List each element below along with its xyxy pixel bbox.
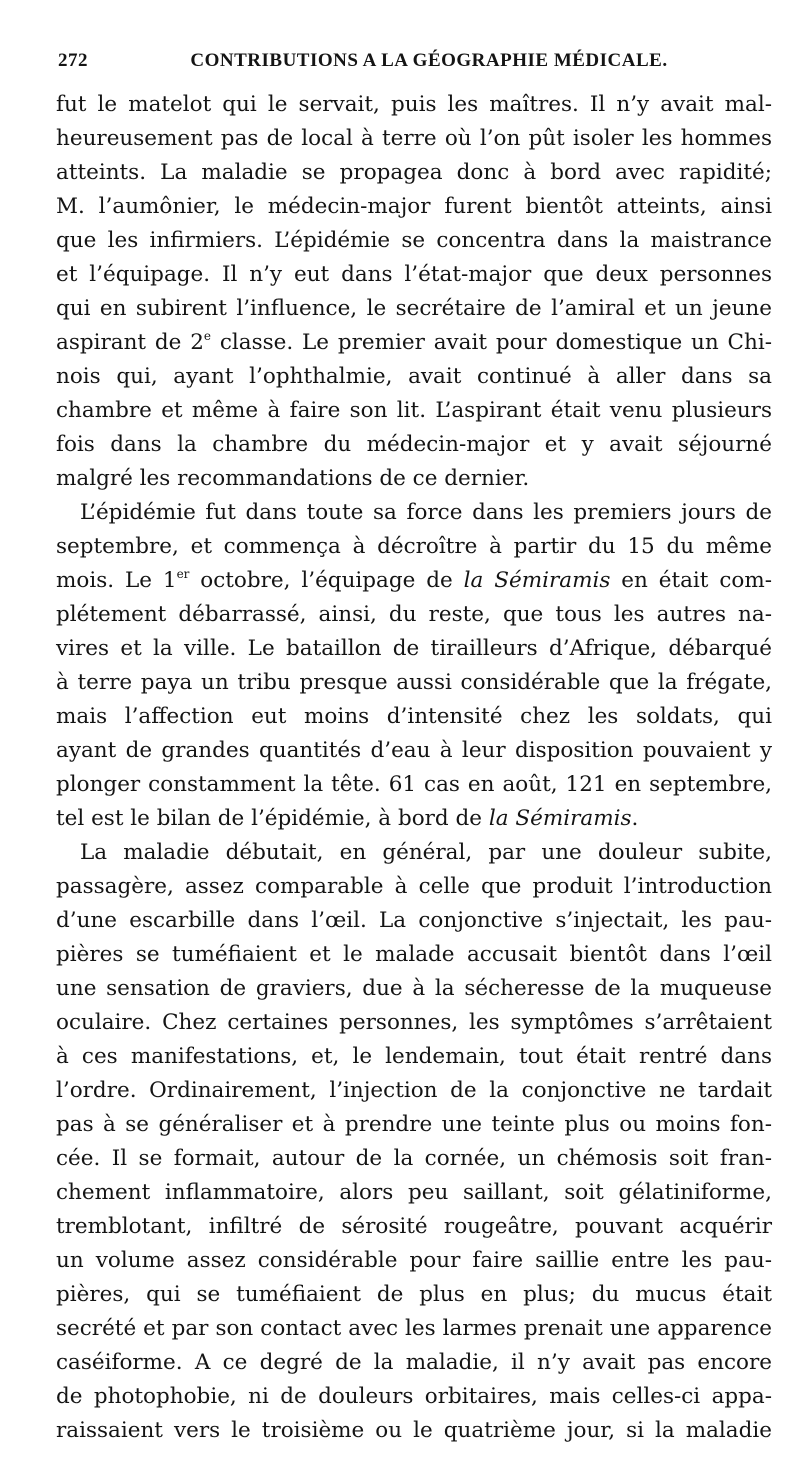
- text-line: d’une escarbille dans l’œil. La conjonctive s’injectait, les pau-: [56, 908, 772, 933]
- text-line: pas à se généraliser et à prendre une teinte plus ou moins fon-: [56, 1112, 772, 1137]
- ship-name: la Sémiramis: [488, 806, 632, 831]
- text-line: nois qui, ayant l’ophthalmie, avait continué à aller dans sa: [56, 364, 772, 389]
- page-header: [58, 50, 770, 80]
- paragraph-start-line: La maladie débutait, en général, par une douleur subite,: [80, 840, 772, 865]
- text-line: septembre, et commença à décroître à partir du 15 du même: [56, 534, 772, 559]
- text-line: à terre paya un tribu presque aussi considérable que la frégate,: [56, 670, 772, 695]
- text-line: pières se tuméfiaient et le malade accusait bientôt dans l’œil: [56, 942, 772, 967]
- text-line: à ces manifestations, et, le lendemain, tout était rentré dans: [56, 1044, 772, 1069]
- page-number: 272: [58, 50, 88, 71]
- text-line: vires et la ville. Le bataillon de tirailleurs d’Afrique, débarqué: [56, 636, 772, 661]
- text-line: [56, 326, 772, 360]
- text-run: mois. Le 1: [56, 568, 177, 593]
- text-line: [56, 564, 772, 598]
- text-run: en était com-: [610, 568, 772, 593]
- text-line: secrété et par son contact avec les larmes prenait une apparence: [56, 1316, 772, 1341]
- text-run: tel est le bilan de l’épidémie, à bord de: [56, 806, 489, 831]
- text-line: plonger constamment la tête. 61 cas en août, 121 en septembre,: [56, 772, 772, 797]
- text-run: classe. Le premier avait pour domestique un Chi-: [211, 330, 772, 355]
- text-line: chambre et même à faire son lit. L’aspirant était venu plusieurs: [56, 398, 772, 423]
- text-line: fois dans la chambre du médecin-major et y avait séjourné: [56, 432, 772, 457]
- ordinal-superscript: er: [176, 567, 190, 581]
- text-line: et l’équipage. Il n’y eut dans l’état-major que deux personnes: [56, 262, 772, 287]
- ship-name: la Sémiramis: [463, 568, 611, 593]
- text-line: l’ordre. Ordinairement, l’injection de la conjonctive ne tardait: [56, 1078, 772, 1103]
- text-line: cée. Il se formait, autour de la cornée, un chémosis soit fran-: [56, 1146, 772, 1171]
- text-line: tremblotant, infiltré de sérosité rougeâtre, pouvant acquérir: [56, 1214, 772, 1239]
- text-line: malgré les recommandations de ce dernier.: [56, 466, 530, 491]
- text-line: oculaire. Chez certaines personnes, les symptômes s’arrêtaient: [56, 1010, 772, 1035]
- text-line: que les infirmiers. L’épidémie se concentra dans la maistrance: [56, 228, 772, 253]
- text-line: une sensation de graviers, due à la sécheresse de la muqueuse: [56, 976, 772, 1001]
- running-title: CONTRIBUTIONS A LA GÉOGRAPHIE MÉDICALE.: [190, 50, 668, 71]
- text-line: mais l’affection eut moins d’intensité chez les soldats, qui: [56, 704, 772, 729]
- text-line: fut le matelot qui le servait, puis les maîtres. Il n’y avait mal-: [56, 92, 772, 117]
- text-line: caséiforme. A ce degré de la maladie, il n’y avait pas encore: [56, 1350, 772, 1375]
- text-line: qui en subirent l’influence, le secrétaire de l’amiral et un jeune: [56, 296, 772, 321]
- text-run: aspirant de 2: [56, 330, 204, 355]
- text-line: pières, qui se tuméfiaient de plus en plus; du mucus était: [56, 1282, 772, 1307]
- text-line: raissaient vers le troisième ou le quatrième jour, si la maladie: [56, 1418, 772, 1443]
- text-line: [56, 802, 772, 836]
- text-line: de photophobie, ni de douleurs orbitaires, mais celles-ci appa-: [56, 1384, 772, 1409]
- text-line: chement inflammatoire, alors peu saillant, soit gélatiniforme,: [56, 1180, 772, 1205]
- text-line: atteints. La maladie se propagea donc à bord avec rapidité;: [56, 160, 772, 185]
- text-run: .: [631, 806, 639, 831]
- text-line: heureusement pas de local à terre où l’on pût isoler les hommes: [56, 126, 772, 151]
- text-line: un volume assez considérable pour faire saillie entre les pau-: [56, 1248, 772, 1273]
- text-line: M. l’aumônier, le médecin-major furent bientôt atteints, ainsi: [56, 194, 772, 219]
- paragraph-start-line: L’épidémie fut dans toute sa force dans les premiers jours de: [80, 500, 772, 525]
- text-line: plétement débarrassé, ainsi, du reste, que tous les autres na-: [56, 602, 772, 627]
- body-text: [56, 88, 772, 1448]
- ordinal-superscript: e: [203, 329, 212, 343]
- text-run: octobre, l’équipage de: [189, 568, 464, 593]
- text-line: passagère, assez comparable à celle que produit l’introduction: [56, 874, 772, 899]
- text-line: ayant de grandes quantités d’eau à leur disposition pouvaient y: [56, 738, 772, 763]
